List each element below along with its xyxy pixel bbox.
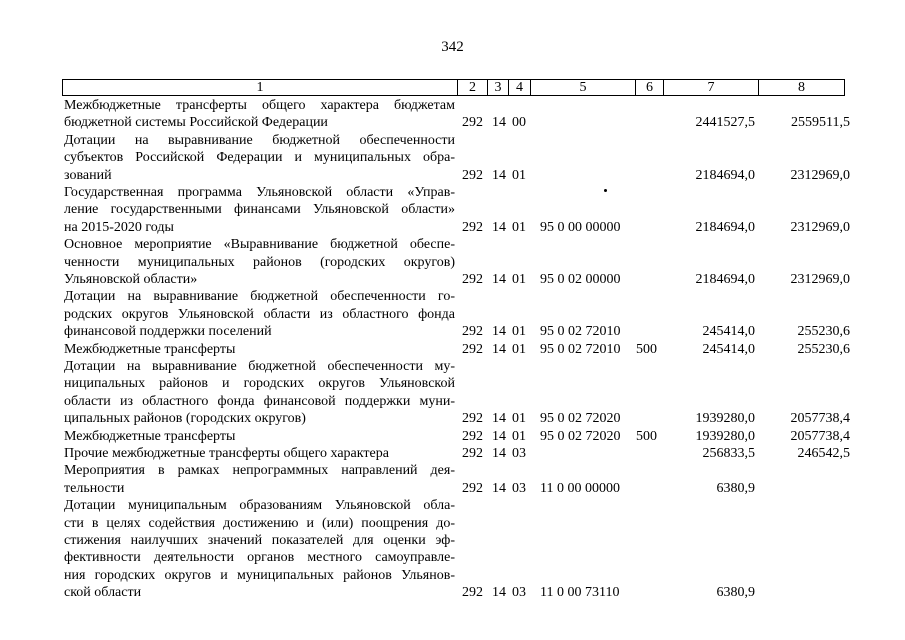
description-line: Дотации на выравнивание бюджетной обеспеченности го-: [64, 289, 455, 305]
cell-c4: 01: [512, 167, 526, 183]
table-row: [0, 288, 905, 340]
description-line: родских округов Ульяновской области из областного фонда: [64, 306, 455, 322]
cell-c5: 95 0 02 72020: [540, 428, 621, 444]
description-line: тельности: [64, 480, 125, 496]
header-cell-1: 1: [62, 79, 457, 96]
cell-c2: 292: [462, 480, 483, 496]
page-number: 342: [441, 39, 464, 55]
cell-c3: 14: [492, 167, 506, 183]
cell-c2: 292: [462, 167, 483, 183]
row-description: [64, 132, 455, 184]
header-cell-3: 3: [487, 79, 508, 96]
table-row: [0, 341, 905, 358]
cell-c3: 14: [492, 585, 506, 601]
cell-c7: 2184694,0: [695, 271, 755, 287]
cell-c8: 255230,6: [797, 341, 850, 357]
description-line: ниципальных районов и городских округов Ульяновской: [64, 376, 455, 392]
description-line: Межбюджетные трансферты общего характера бюджетам: [64, 98, 455, 113]
row-description: [64, 341, 455, 358]
cell-c7: 2184694,0: [695, 219, 755, 235]
cell-c5: 95 0 00 00000: [540, 219, 621, 235]
description-line: Мероприятия в рамках непрограммных направлений дея-: [64, 463, 455, 479]
description-line: субъектов Российской Федерации и муниципальных обра-: [64, 150, 455, 166]
description-line: ния городских округов и муниципальных районов Ульянов-: [64, 567, 455, 583]
cell-c8: 2559511,5: [791, 115, 850, 131]
cell-c2: 292: [462, 219, 483, 235]
cell-c5: 11 0 00 00000: [540, 480, 620, 496]
cell-c3: 14: [492, 324, 506, 340]
cell-c8: 255230,6: [797, 324, 850, 340]
header-cell-4: 4: [508, 79, 530, 96]
header-cell-7: 7: [663, 79, 758, 96]
header-cell-2: 2: [457, 79, 487, 96]
row-description: [64, 97, 455, 132]
cell-c4: 03: [512, 480, 526, 496]
cell-c2: 292: [462, 115, 483, 131]
cell-c2: 292: [462, 324, 483, 340]
description-line: Межбюджетные трансферты: [64, 341, 236, 357]
description-line: Государственная программа Ульяновской области «Управ-: [64, 185, 455, 200]
cell-c2: 292: [462, 411, 483, 427]
cell-c2: 292: [462, 585, 483, 601]
row-description: [64, 445, 455, 462]
cell-c4: 03: [512, 585, 526, 601]
description-line: ской области: [64, 585, 142, 601]
table-row: [0, 428, 905, 445]
cell-c4: 01: [512, 324, 526, 340]
cell-c7: 245414,0: [702, 341, 755, 357]
description-line: фективности деятельности органов местного самоуправле-: [64, 550, 455, 566]
cell-c7: 2184694,0: [695, 167, 755, 183]
cell-c2: 292: [462, 428, 483, 444]
description-line: бюджетной системы Российской Федерации: [64, 115, 328, 131]
description-line: Основное мероприятие «Выравнивание бюджетной обеспе-: [64, 237, 455, 253]
cell-c7: 245414,0: [702, 324, 755, 340]
table-row: [0, 358, 905, 428]
table-row: [0, 445, 905, 462]
scan-speck: [604, 189, 607, 192]
description-line: зований: [64, 167, 112, 183]
cell-c2: 292: [462, 445, 483, 461]
description-line: области из областного фонда финансовой поддержки муни-: [64, 393, 455, 409]
cell-c5: 95 0 02 72010: [540, 341, 621, 357]
table-row: [0, 184, 905, 236]
description-line: Дотации на выравнивание бюджетной обеспеченности му-: [64, 359, 455, 374]
cell-c7: 6380,9: [716, 585, 755, 601]
cell-c6: 500: [636, 428, 657, 444]
description-line: финансовой поддержки поселений: [64, 324, 272, 340]
cell-c3: 14: [492, 271, 506, 287]
cell-c7: 256833,5: [702, 445, 755, 461]
cell-c7: 1939280,0: [695, 428, 755, 444]
header-cell-5: 5: [530, 79, 635, 96]
description-line: ципальных районов (городских округов): [64, 411, 306, 427]
cell-c4: 01: [512, 341, 526, 357]
header-cell-8: 8: [758, 79, 845, 96]
cell-c4: 03: [512, 445, 526, 461]
cell-c8: 2312969,0: [790, 219, 850, 235]
description-line: Ульяновской области»: [64, 271, 198, 287]
row-description: [64, 428, 455, 445]
description-line: Дотации муниципальным образованиям Ульяновской обла-: [64, 498, 455, 514]
cell-c6: 500: [636, 341, 657, 357]
table-row: [0, 132, 905, 184]
cell-c2: 292: [462, 271, 483, 287]
description-line: ченности муниципальных районов (городских округов): [64, 254, 455, 270]
cell-c4: 01: [512, 428, 526, 444]
cell-c3: 14: [492, 445, 506, 461]
cell-c3: 14: [492, 219, 506, 235]
table-row: [0, 462, 905, 497]
cell-c5: 95 0 02 00000: [540, 271, 621, 287]
cell-c4: 00: [512, 115, 526, 131]
cell-c3: 14: [492, 480, 506, 496]
cell-c8: 2312969,0: [790, 271, 850, 287]
cell-c8: 2057738,4: [790, 428, 850, 444]
cell-c3: 14: [492, 428, 506, 444]
row-description: [64, 236, 455, 288]
cell-c4: 01: [512, 219, 526, 235]
cell-c8: 2312969,0: [790, 167, 850, 183]
cell-c8: 246542,5: [797, 445, 850, 461]
description-line: сти в целях содействия достижению и (или) поощрения до-: [64, 515, 455, 531]
cell-c5: 11 0 00 73110: [540, 585, 620, 601]
cell-c4: 01: [512, 271, 526, 287]
header-cell-6: 6: [635, 79, 663, 96]
cell-c3: 14: [492, 341, 506, 357]
cell-c2: 292: [462, 341, 483, 357]
table-row: [0, 97, 905, 132]
description-line: Прочие межбюджетные трансферты общего характера: [64, 446, 389, 461]
description-line: Межбюджетные трансферты: [64, 428, 236, 444]
cell-c7: 6380,9: [716, 480, 755, 496]
cell-c8: 2057738,4: [790, 411, 850, 427]
description-line: ление государственными финансами Ульяновской области»: [64, 202, 455, 218]
cell-c4: 01: [512, 411, 526, 427]
cell-c3: 14: [492, 115, 506, 131]
row-description: [64, 288, 455, 340]
cell-c7: 1939280,0: [695, 411, 755, 427]
description-line: стижения наилучших значений показателей для оценки эф-: [64, 532, 455, 548]
cell-c7: 2441527,5: [695, 115, 755, 131]
row-description: [64, 462, 455, 497]
table-row: [0, 236, 905, 288]
row-description: [64, 184, 455, 236]
row-description: [64, 497, 455, 601]
cell-c3: 14: [492, 411, 506, 427]
cell-c5: 95 0 02 72020: [540, 411, 621, 427]
row-description: [64, 358, 455, 428]
description-line: на 2015-2020 годы: [64, 219, 174, 235]
cell-c5: 95 0 02 72010: [540, 324, 621, 340]
description-line: Дотации на выравнивание бюджетной обеспеченности: [64, 132, 455, 148]
table-row: [0, 497, 905, 601]
